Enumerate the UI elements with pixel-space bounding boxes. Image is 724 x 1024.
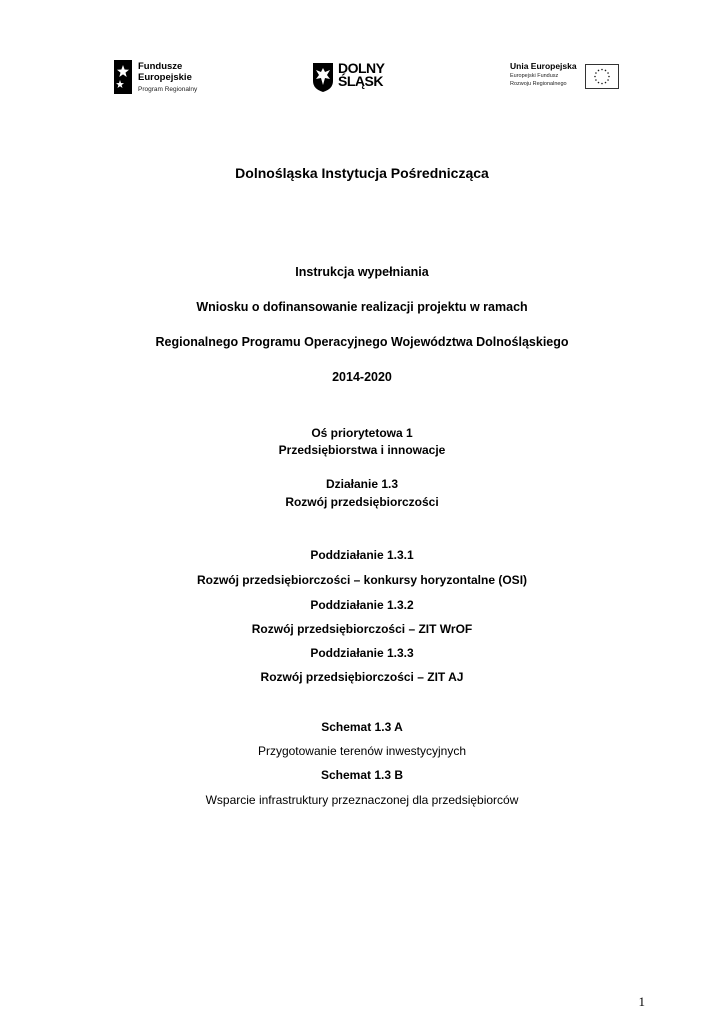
eu-star-icon xyxy=(601,69,603,71)
title-line-3: Regionalnego Programu Operacyjnego Województwa Dolnośląskiego xyxy=(155,335,569,349)
fundusze-line1: Fundusze xyxy=(138,61,183,72)
eu-flag-icon xyxy=(585,64,619,89)
unia-line2: Europejski Fundusz xyxy=(510,73,559,79)
eu-star-icon xyxy=(605,70,607,72)
dolny-slask-logo xyxy=(311,61,411,97)
page-number: 1 xyxy=(638,994,645,1009)
eagle-crest-icon xyxy=(311,61,335,93)
eu-star-icon xyxy=(598,70,600,72)
unia-europejska-logo xyxy=(510,62,625,94)
axis-name: Przedsiębiorstwa i innowacje xyxy=(278,443,446,457)
title-line-4: 2014-2020 xyxy=(332,370,392,384)
eu-star-icon xyxy=(607,79,609,81)
dolny-slask-line2: ŚLĄSK xyxy=(338,73,383,89)
eu-star-icon xyxy=(607,72,609,74)
eu-star-icon xyxy=(594,76,596,78)
submeasure-3-label: Poddziałanie 1.3.3 xyxy=(310,646,414,660)
scheme-b-name: Wsparcie infrastruktury przeznaczonej dla przedsiębiorców xyxy=(205,793,519,807)
fundusze-europejskie-logo xyxy=(112,58,232,98)
dolny-slask-line1: DOLNY xyxy=(338,60,385,76)
eu-star-icon xyxy=(601,83,603,85)
measure-name: Rozwój przedsiębiorczości xyxy=(285,495,439,509)
submeasure-2-name: Rozwój przedsiębiorczości – ZIT WrOF xyxy=(251,622,473,636)
unia-line1: Unia Europejska xyxy=(510,61,577,71)
submeasure-2-label: Poddziałanie 1.3.2 xyxy=(310,598,414,612)
eu-star-icon xyxy=(608,76,610,78)
axis-label: Oś priorytetowa 1 xyxy=(311,426,413,440)
eu-star-icon xyxy=(595,79,597,81)
title-line-1: Instrukcja wypełniania xyxy=(295,265,429,279)
logo-bar xyxy=(0,56,724,100)
eu-star-icon xyxy=(595,72,597,74)
scheme-b-label: Schemat 1.3 B xyxy=(320,768,404,782)
fundusze-line2: Europejskie xyxy=(138,72,192,83)
fundusze-star-icon xyxy=(112,58,134,96)
scheme-a-name: Przygotowanie terenów inwestycyjnych xyxy=(257,744,467,758)
measure-label: Działanie 1.3 xyxy=(325,477,399,491)
submeasure-1-name: Rozwój przedsiębiorczości – konkursy horyzontalne (OSI) xyxy=(196,573,528,587)
scheme-a-label: Schemat 1.3 A xyxy=(321,720,403,734)
title-line-2: Wniosku o dofinansowanie realizacji projektu w ramach xyxy=(196,300,528,314)
eu-star-icon xyxy=(605,82,607,84)
eu-star-icon xyxy=(598,82,600,84)
fundusze-line3: Program Regionalny xyxy=(138,86,198,93)
institution-name: Dolnośląska Instytucja Pośrednicząca xyxy=(235,165,489,181)
unia-line3: Rozwoju Regionalnego xyxy=(510,81,567,87)
submeasure-1-label: Poddziałanie 1.3.1 xyxy=(310,548,414,562)
submeasure-3-name: Rozwój przedsiębiorczości – ZIT AJ xyxy=(260,670,464,684)
